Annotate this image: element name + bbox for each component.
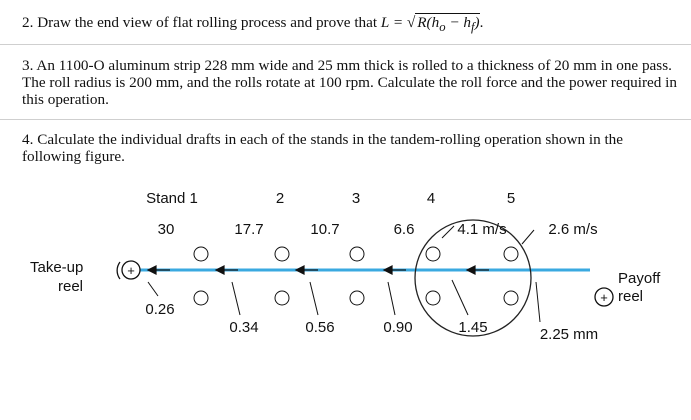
question-2-text: 2. Draw the end view of flat rolling process and prove that	[22, 14, 381, 31]
takeup-label-2: reel	[58, 278, 84, 295]
stand-2-rolls-icon	[275, 247, 289, 305]
thickness-label: 0.26	[145, 301, 175, 318]
stand-label: 5	[506, 190, 516, 207]
thickness-label: 0.90	[383, 319, 413, 336]
stand-1-rolls-icon	[194, 247, 208, 305]
takeup-label-1: Take-up	[30, 259, 84, 276]
question-3: 3. An 1100-O aluminum strip 228 mm wide and 25 mm thick is rolled to a thickness of 20 mm in one pass. The roll radius is 200 mm, and the rolls rotate at 100 rpm. Calculate the roll force and the power required in this operation.	[22, 57, 677, 108]
sqrt-sign: √	[406, 14, 416, 31]
payoff-reel-icon	[595, 288, 613, 306]
stand-3-rolls-icon	[350, 247, 364, 305]
question-4: 4. Calculate the individual drafts in each of the stands in the tandem-rolling operation shown in the following figure.	[22, 131, 624, 165]
thickness-label: 1.45	[458, 319, 488, 336]
speed-label: 6.6	[393, 221, 415, 238]
leader-lines	[148, 226, 540, 322]
payoff-label-1: Payoff	[618, 270, 661, 287]
stand-4-rolls-icon	[426, 247, 440, 305]
stand-label: 4	[426, 190, 436, 207]
payoff-label-2: reel	[618, 288, 644, 305]
speed-label: 30	[157, 221, 175, 238]
formula-r-h: R(h	[417, 14, 440, 31]
payoff-plus: +	[600, 290, 608, 305]
formula-close: )	[474, 14, 480, 31]
speed-label: 10.7	[310, 221, 340, 238]
formula-minus-h: − h	[445, 14, 471, 31]
thickness-label: 0.56	[305, 319, 335, 336]
takeup-reel-icon	[117, 261, 140, 279]
speed-label: 4.1 m/s	[457, 221, 507, 238]
takeup-plus: +	[127, 263, 135, 278]
speed-label: 2.6 m/s	[548, 221, 598, 238]
speed-label: 17.7	[234, 221, 264, 238]
stand-5-rolls-icon	[504, 247, 518, 305]
formula-sub-o: o	[439, 20, 446, 35]
thickness-label: 0.34	[229, 319, 259, 336]
stand-label: 2	[275, 190, 285, 207]
thickness-label: 2.25 mm	[539, 326, 599, 343]
formula-period: .	[479, 14, 484, 31]
stand-label: Stand 1	[146, 190, 198, 207]
formula-lhs: L =	[380, 14, 407, 31]
formula-sub-f: f	[470, 20, 475, 35]
stand-label: 3	[351, 190, 361, 207]
